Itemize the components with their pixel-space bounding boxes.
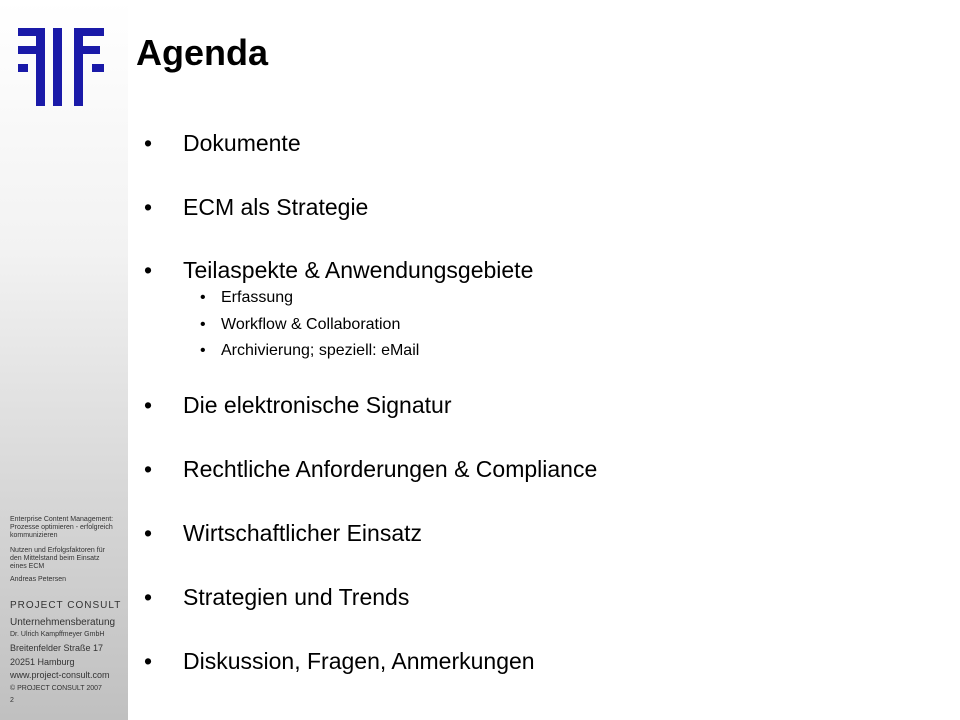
company-detail: Dr. Ulrich Kampffmeyer GmbH [10,631,105,638]
agenda-subitem-text: Workflow & Collaboration [221,316,401,333]
company-subtitle: Unternehmensberatung [10,617,116,628]
agenda-item-text: ECM als Strategie [183,194,369,220]
company-detail: Breitenfelder Straße 17 [10,643,104,653]
agenda-subitem-text: Erfassung [221,289,294,306]
bullet: • [144,648,153,674]
sidebar-line: Enterprise Content Management: [10,516,114,523]
sidebar-line: kommunizieren [10,532,58,539]
agenda-item-text: Wirtschaftlicher Einsatz [183,520,423,546]
sidebar-line: den Mittelstand beim Einsatz [10,555,100,562]
agenda-item-text: Diskussion, Fragen, Anmerkungen [183,648,535,674]
page-number: 2 [10,697,14,704]
bullet: • [144,194,153,220]
bullet: • [144,584,153,610]
bullet: • [144,392,153,418]
agenda-item-text: Teilaspekte & Anwendungsgebiete [183,257,534,283]
sidebar-line: Prozesse optimieren - erfolgreich [10,524,113,531]
bullet: • [200,289,206,306]
bullet: • [144,130,153,156]
sidebar-line: eines ECM [10,563,45,570]
sidebar-line: Nutzen und Erfolgsfaktoren für [10,547,105,554]
agenda-item-text: Strategien und Trends [183,584,410,610]
bullet: • [200,316,206,333]
company-name: PROJECT CONSULT [10,600,122,611]
sidebar-line: Andreas Petersen [10,576,67,583]
bullet: • [144,456,153,482]
company-detail: 20251 Hamburg [10,657,75,667]
company-detail: www.project-consult.com [10,670,110,680]
agenda-item-text: Die elektronische Signatur [183,392,452,418]
company-detail: © PROJECT CONSULT 2007 [10,685,102,692]
bullet: • [200,342,206,359]
slide-title: Agenda [136,32,269,73]
bullet: • [144,257,153,283]
agenda-item-text: Dokumente [183,130,301,156]
bullet: • [144,520,153,546]
agenda-subitem-text: Archivierung; speziell: eMail [221,342,420,359]
agenda-item-text: Rechtliche Anforderungen & Compliance [183,456,598,482]
